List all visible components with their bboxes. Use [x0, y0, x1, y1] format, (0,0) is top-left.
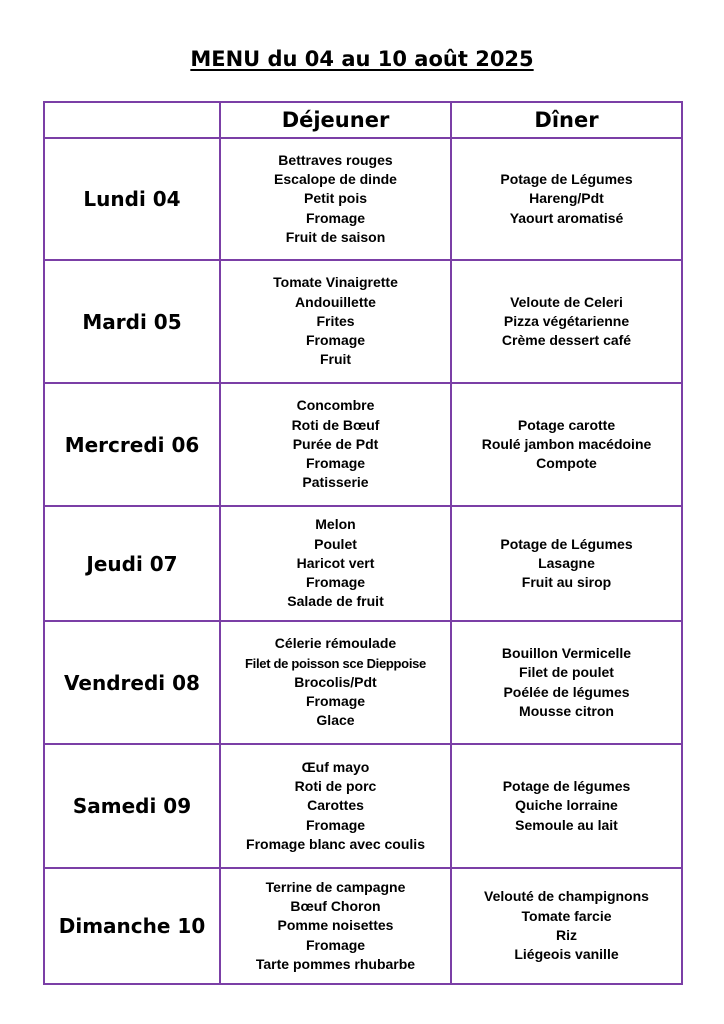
header-corner: [44, 102, 220, 138]
dish-item: Potage carotte: [517, 416, 616, 433]
dish-item: Veloute de Celeri: [510, 293, 623, 310]
dish-item: Semoule au lait: [515, 816, 618, 833]
dish-item: Salade de fruit: [287, 593, 384, 610]
dish-item: Fromage: [305, 816, 366, 833]
dish-item: Fruit au sirop: [521, 574, 612, 591]
dish-item: Liégeois vanille: [514, 946, 619, 963]
day-label: Samedi 09: [44, 744, 220, 868]
dish-item: Brocolis/Pdt: [294, 673, 377, 690]
dish-item: Carottes: [307, 797, 364, 814]
lunch-cell: [220, 621, 451, 744]
header-dinner: Dîner: [451, 102, 682, 138]
dinner-cell: [451, 621, 682, 744]
day-label: Vendredi 08: [44, 621, 220, 744]
menu-table: [43, 101, 683, 985]
header-lunch: Déjeuner: [220, 102, 451, 138]
day-row: [44, 744, 682, 868]
lunch-dish-list: [221, 515, 450, 611]
dinner-dish-list: [452, 777, 681, 835]
lunch-cell: [220, 260, 451, 383]
dish-item: Potage de légumes: [502, 778, 631, 795]
dish-item: Roti de Bœuf: [291, 416, 380, 433]
day-label: Dimanche 10: [44, 868, 220, 984]
day-label: Jeudi 07: [44, 506, 220, 621]
lunch-dish-list: [221, 151, 450, 247]
day-label: Mercredi 06: [44, 383, 220, 506]
page-title-text: MENU du 04 au 10 août 2025: [190, 47, 534, 71]
day-row: [44, 260, 682, 383]
dish-item: Tarte pommes rhubarbe: [255, 955, 416, 972]
dish-item: Bettraves rouges: [278, 151, 393, 168]
dish-item: Fromage blanc avec coulis: [246, 835, 425, 852]
dish-item: Concombre: [296, 397, 375, 414]
dish-item: Roulé jambon macédoine: [481, 435, 652, 452]
dish-item: Crème dessert café: [501, 332, 632, 349]
dinner-cell: [451, 744, 682, 868]
dinner-dish-list: [452, 170, 681, 228]
dish-item: Célerie rémoulade: [274, 635, 397, 652]
day-row: [44, 621, 682, 744]
header-row: [44, 102, 682, 138]
dish-item: Roti de porc: [294, 778, 377, 795]
dish-item: Potage de Légumes: [500, 171, 633, 188]
day-row: [44, 383, 682, 506]
dish-item: Escalope de dinde: [274, 171, 397, 188]
lunch-dish-list: [221, 396, 450, 492]
dinner-dish-list: [452, 535, 681, 593]
dinner-dish-list: [452, 644, 681, 721]
dish-item: Riz: [556, 927, 577, 943]
lunch-cell: [220, 868, 451, 984]
dish-item: Haricot vert: [296, 554, 375, 571]
dish-item: Bœuf Choron: [290, 898, 381, 915]
day-row: [44, 138, 682, 260]
dish-item: Potage de Légumes: [500, 535, 633, 552]
dish-item: Mousse citron: [519, 702, 614, 719]
dish-item: Filet de poisson sce Dieppoise: [245, 655, 426, 671]
page-title: [0, 44, 724, 74]
day-label: Mardi 05: [44, 260, 220, 383]
lunch-dish-list: [221, 758, 450, 854]
lunch-cell: [220, 138, 451, 260]
lunch-cell: [220, 383, 451, 506]
dish-item: Frites: [316, 312, 355, 329]
dish-item: Fromage: [305, 332, 366, 349]
dish-item: Poulet: [314, 535, 357, 552]
menu-body: [44, 138, 682, 984]
dinner-dish-list: [452, 887, 681, 964]
lunch-dish-list: [221, 634, 450, 730]
dish-item: Petit pois: [303, 190, 367, 207]
dish-item: Œuf mayo: [301, 758, 370, 775]
dish-item: Poélée de légumes: [503, 683, 630, 700]
day-row: [44, 868, 682, 984]
day-label: Lundi 04: [44, 138, 220, 260]
dish-item: Glace: [316, 712, 355, 729]
day-row: [44, 506, 682, 621]
dinner-dish-list: [452, 416, 681, 474]
dish-item: Tomate farcie: [521, 907, 612, 924]
lunch-dish-list: [221, 878, 450, 974]
dish-item: Fruit: [319, 351, 352, 368]
dish-item: Pomme noisettes: [277, 917, 394, 934]
dish-item: Pizza végétarienne: [503, 312, 630, 329]
dish-item: Patisserie: [302, 474, 369, 491]
dinner-cell: [451, 868, 682, 984]
dish-item: Quiche lorraine: [515, 797, 618, 814]
dinner-dish-list: [452, 293, 681, 351]
dish-item: Terrine de campagne: [265, 878, 406, 895]
dish-item: Hareng/Pdt: [529, 190, 604, 207]
dish-item: Filet de poulet: [519, 664, 614, 681]
dish-item: Fromage: [305, 455, 366, 472]
dish-item: Compote: [536, 455, 597, 472]
dish-item: Fromage: [305, 209, 366, 226]
dinner-cell: [451, 260, 682, 383]
dish-item: Fromage: [305, 574, 366, 591]
dish-item: Tomate Vinaigrette: [273, 274, 398, 291]
dish-item: Yaourt aromatisé: [509, 209, 624, 226]
dish-item: Velouté de champignons: [484, 888, 649, 905]
dish-item: Fromage: [305, 936, 366, 953]
lunch-dish-list: [221, 273, 450, 369]
dinner-cell: [451, 506, 682, 621]
dish-item: Bouillon Vermicelle: [501, 644, 632, 661]
lunch-cell: [220, 506, 451, 621]
dish-item: Purée de Pdt: [292, 435, 379, 452]
dinner-cell: [451, 138, 682, 260]
lunch-cell: [220, 744, 451, 868]
dish-item: Melon: [315, 516, 356, 533]
dinner-cell: [451, 383, 682, 506]
dish-item: Lasagne: [538, 554, 595, 571]
dish-item: Fruit de saison: [285, 228, 386, 245]
dish-item: Fromage: [305, 693, 366, 710]
dish-item: Andouillette: [295, 293, 376, 310]
